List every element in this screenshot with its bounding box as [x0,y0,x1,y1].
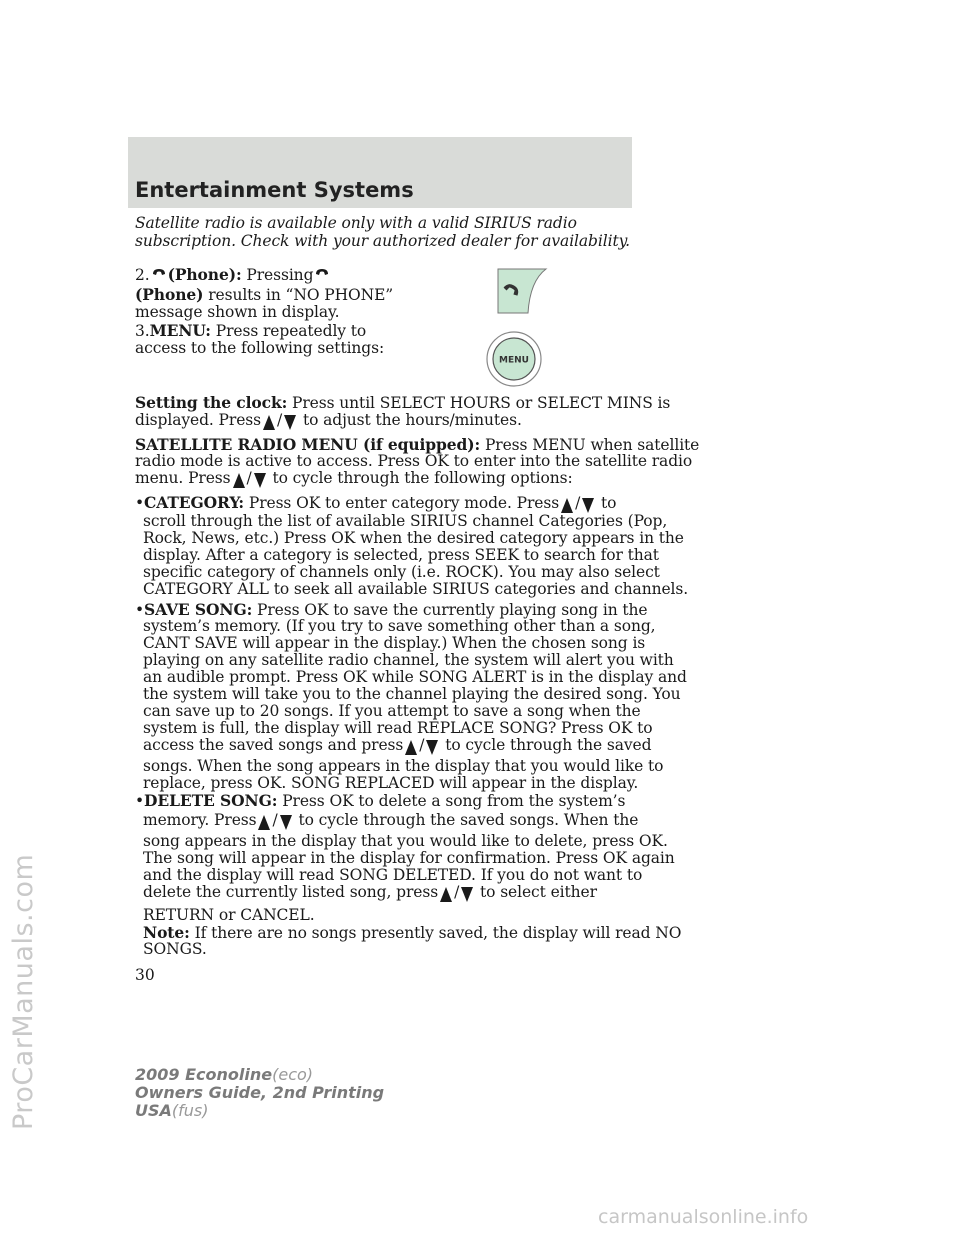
down-arrow-icon [253,472,267,489]
save-line-4: playing on any satellite radio channel, the system will alert you with [143,651,674,669]
delete-text-1: Press OK to delete a song from the system’s [282,792,626,810]
note-line-2: SONGS. [143,940,207,958]
phone-pressing-text: Pressing [246,266,314,284]
save-post: to cycle through the saved [445,736,652,754]
menu-label: MENU: [149,321,211,340]
down-arrow-icon [460,886,474,903]
delete-line-1 [135,792,625,810]
up-arrow-icon [262,414,276,431]
save-pre: access the saved songs and press [143,736,404,754]
slash: / [276,411,283,429]
phone-item-line-3: message shown in display. [135,303,340,321]
phone-icon [315,267,329,277]
up-arrow-icon [257,814,271,831]
note-line-1 [143,924,681,942]
satmenu-pre: menu. Press [135,469,231,487]
menu-button-text: MENU [499,355,529,366]
save-line-3: CANT SAVE will appear in the display.) When the chosen song is [143,634,646,652]
note-text: If there are no songs presently saved, the display will read NO [194,924,682,942]
save-label: SAVE SONG: [144,600,253,619]
footer-region-code: (fus) [171,1101,209,1120]
delete-line-2 [143,812,638,831]
delete-line-7: RETURN or CANCEL. [143,906,315,924]
category-line-3: Rock, News, etc.) Press OK when the desired category appears in the [143,529,684,547]
watermark-text: ProCarManuals.com [8,853,39,1130]
save-line-2: system’s memory. (If you try to save something other than a song, [143,617,656,635]
phone-label-2: (Phone) [135,285,204,304]
note-label: Note: [143,923,190,942]
menu-item-line-2: access to the following settings: [135,339,385,357]
up-arrow-icon [232,472,246,489]
footer-guide: Owners Guide, 2nd Printing [135,1083,385,1102]
delete-line-4: The song will appear in the display for confirmation. Press OK again [143,849,675,867]
category-line-6: CATEGORY ALL to seek all available SIRIUS categories and channels. [143,580,689,598]
clock-line-1 [135,394,670,412]
category-label: CATEGORY: [144,493,245,512]
save-line-9 [143,737,651,756]
up-arrow-icon [439,886,453,903]
save-text-1: Press OK to save the currently playing song in the [257,601,648,619]
page-number: 30 [135,966,155,984]
phone-item-line-1 [135,266,331,284]
save-line-10: songs. When the song appears in the display that you would like to [143,757,664,775]
menu-item-line-1 [135,322,366,340]
down-arrow-icon [279,814,293,831]
down-arrow-icon [425,739,439,756]
bullet: • [135,792,145,810]
delete-line-3: song appears in the display that you would like to delete, press OK. [143,832,668,850]
slash: / [575,494,581,512]
satmenu-line-2: radio mode is active to access. Press OK to enter into the satellite radio [135,452,693,470]
clock-text-1: Press until SELECT HOURS or SELECT MINS is [292,394,671,412]
category-text-1-post: to [601,494,617,512]
intro-line-1: Satellite radio is available only with a valid SIRIUS radio [135,214,577,232]
footer-line-2 [135,1084,384,1102]
save-line-7: can save up to 20 songs. If you attempt to save a song when the [143,702,641,720]
save-line-5: an audible prompt. Press OK while SONG ALERT is in the display and [143,668,687,686]
intro-line-2: subscription. Check with your authorized dealer for availability. [135,232,630,250]
clock-label: Setting the clock: [135,393,288,412]
section-title: Entertainment Systems [135,178,414,202]
site-watermark: carmanualsonline.info [598,1206,809,1228]
down-arrow-icon [283,414,297,431]
category-line-2: scroll through the list of available SIRIUS channel Categories (Pop, [143,512,668,530]
satmenu-text-1: Press MENU when satellite [484,436,700,454]
satmenu-line-3 [135,470,573,489]
satmenu-label: SATELLITE RADIO MENU (if equipped): [135,435,481,454]
category-text-1: Press OK to enter category mode. Press [248,494,560,512]
delete-pre-2: delete the currently listed song, press [143,883,439,901]
delete-post: to cycle through the saved songs. When the [298,811,639,829]
satmenu-post: to cycle through the following options: [272,469,573,487]
phone-label: (Phone): [167,265,242,284]
delete-post-2: to select either [480,883,597,901]
footer-region: USA [135,1101,172,1120]
save-line-11: replace, press OK. SONG REPLACED will appear in the display. [143,774,639,792]
clock-pre: displayed. Press [135,411,261,429]
delete-label: DELETE SONG: [144,791,278,810]
slash: / [246,469,252,487]
save-line-6: the system will take you to the channel playing the desired song. You [143,685,681,703]
menu-button-illustration [485,330,543,388]
phone-item-number: 2. [135,266,150,284]
phone-button-illustration [478,267,548,315]
phone-text-1: results in “NO PHONE” [208,286,394,304]
phone-item-line-2 [135,286,393,304]
menu-text-1: Press repeatedly to [215,322,367,340]
category-line-4: display. After a category is selected, press SEEK to search for that [143,546,659,564]
footer-model: 2009 Econoline [135,1065,273,1084]
delete-line-5: and the display will read SONG DELETED. If you do not want to [143,866,643,884]
clock-line-2 [135,412,522,431]
footer-model-code: (eco) [272,1065,314,1084]
clock-post: to adjust the hours/minutes. [302,411,522,429]
footer-line-3 [135,1102,209,1120]
category-line-5: specific category of channels only (i.e. ROCK). You may also select [143,563,660,581]
slash: / [454,883,460,901]
delete-pre: memory. Press [143,811,257,829]
delete-line-6 [143,884,597,903]
procarmanuals-watermark [8,853,58,1180]
menu-item-number: 3. [135,322,150,340]
bullet: • [135,601,145,619]
phone-icon [152,267,166,277]
bullet: • [135,494,145,512]
up-arrow-icon [404,739,418,756]
category-line-1 [135,494,616,514]
footer-line-1 [135,1066,313,1084]
save-line-8: system is full, the display will read REPLACE SONG? Press OK to [143,719,653,737]
slash: / [272,811,278,829]
slash: / [419,736,425,754]
